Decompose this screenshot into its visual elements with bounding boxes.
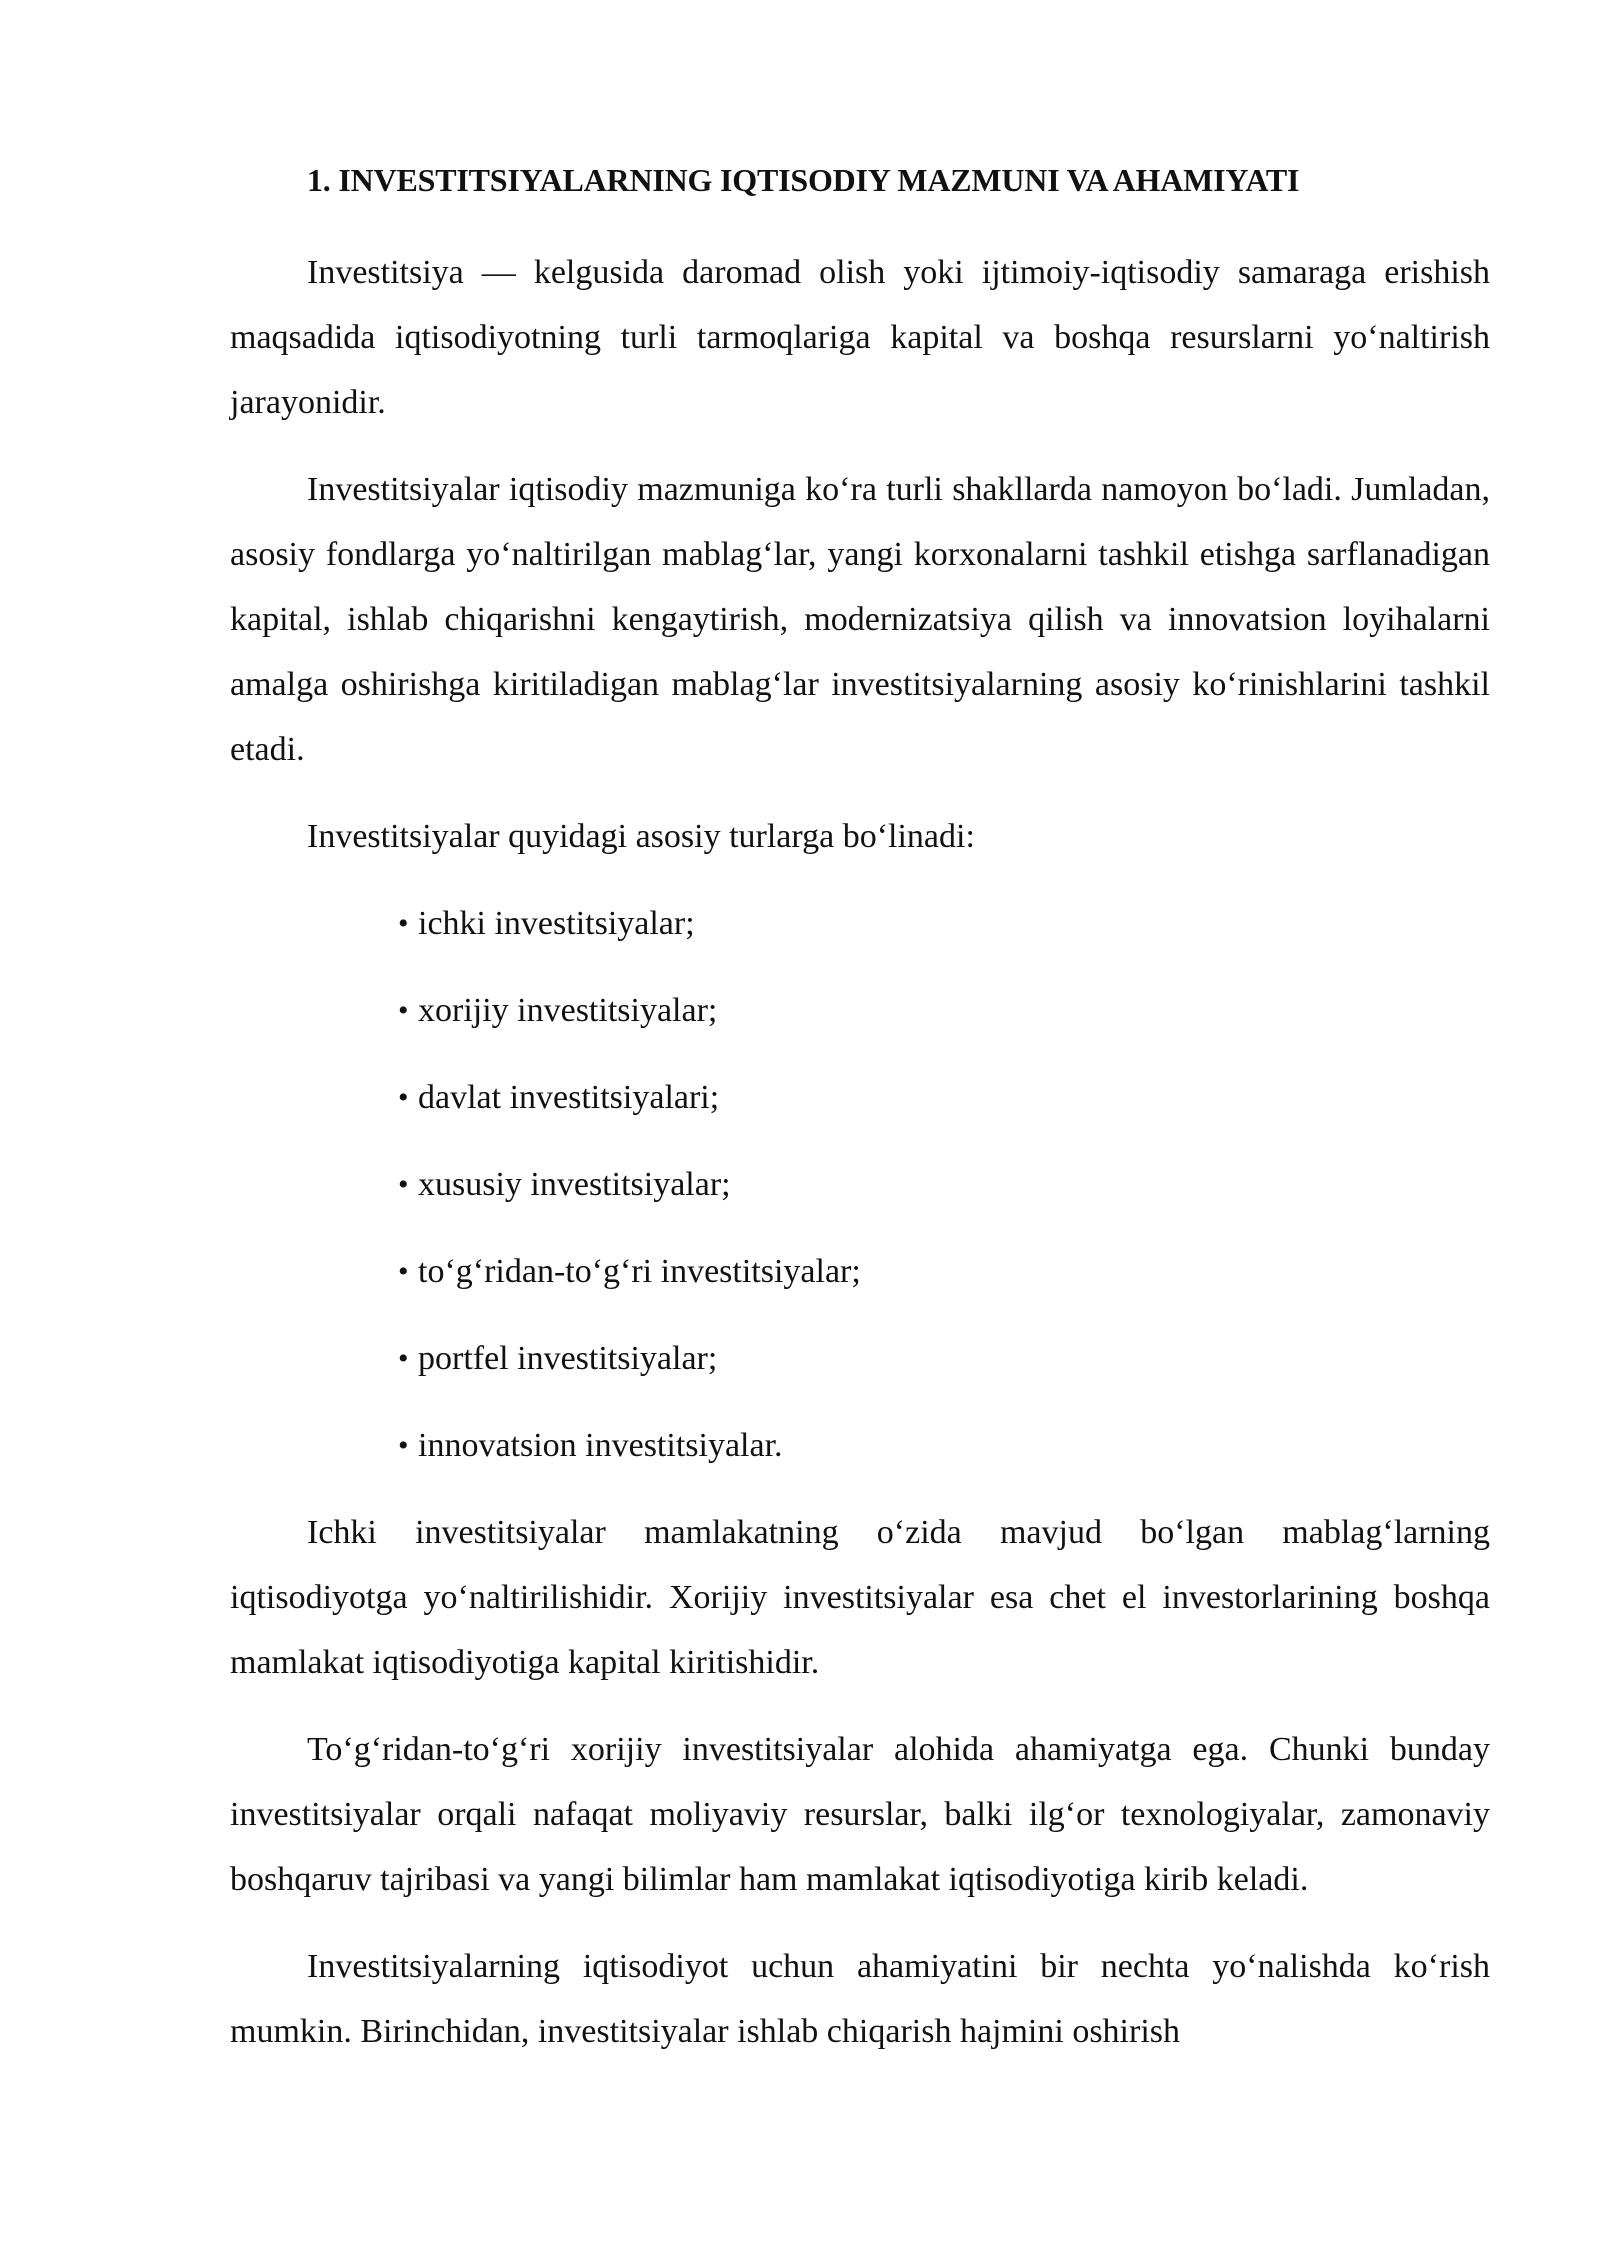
bullet-icon: • (398, 1255, 409, 1288)
list-item (398, 978, 1490, 1043)
list-item-text: portfel investitsiyalar; (418, 1340, 718, 1377)
list-item (398, 1065, 1490, 1130)
bullet-icon: • (398, 994, 409, 1027)
list-item-text: xorijiy investitsiyalar; (418, 992, 718, 1029)
bullet-icon: • (398, 907, 409, 940)
document-page (230, 150, 1490, 2086)
investment-types-list (230, 891, 1490, 1478)
list-item (398, 891, 1490, 956)
paragraph-forms: Investitsiyalar iqtisodiy mazmuniga ko‘ra turli shakllarda namoyon bo‘ladi. Jumladan, asosiy fondlarga yo‘naltirilgan mablag‘lar, yangi korxonalarni tashkil etishga sarflanadigan kapital, ishlab chiqarishni kengaytirish, modernizatsiya qilish va innovatsion loyihalarni amalga oshirishga kiritiladigan mablag‘lar investitsiyalarning asosiy ko‘rinishlarini tashkil etadi. (230, 471, 1490, 768)
bullet-icon: • (398, 1342, 409, 1375)
list-item-text: to‘g‘ridan-to‘g‘ri investitsiyalar; (418, 1253, 861, 1290)
paragraph-internal-foreign: Ichki investitsiyalar mamlakatning o‘zida mavjud bo‘lgan mablag‘larning iqtisodiyotga yo‘naltirilishidir. Xorijiy investitsiyalar esa chet el investorlarining boshqa mamlakat iqtisodiyotiga kapital kiritishidir. (230, 1514, 1490, 1681)
paragraph-definition: Investitsiya — kelgusida daromad olish yoki ijtimoiy-iqtisodiy samaraga erishish maqsadida iqtisodiyotning turli tarmoqlariga kapital va boshqa resurslarni yo‘naltirish jarayonidir. (230, 254, 1490, 421)
bullet-icon: • (398, 1081, 409, 1114)
list-item (398, 1152, 1490, 1217)
paragraph-direct-investment: To‘g‘ridan-to‘g‘ri xorijiy investitsiyalar alohida ahamiyatga ega. Chunki bunday investitsiyalar orqali nafaqat moliyaviy resurslar, balki ilg‘or texnologiyalar, zamonaviy boshqaruv tajribasi va yangi bilimlar ham mamlakat iqtisodiyotiga kirib keladi. (230, 1731, 1490, 1898)
list-item (398, 1413, 1490, 1478)
section-heading: 1. INVESTITSIYALARNING IQTISODIY MAZMUNI VA AHAMIYATI (307, 162, 1300, 198)
list-item-text: davlat investitsiyalari; (418, 1079, 720, 1116)
paragraph-importance: Investitsiyalarning iqtisodiyot uchun ahamiyatini bir nechta yo‘nalishda ko‘rish mumkin. Birinchidan, investitsiyalar ishlab chiqarish hajmini oshirish (230, 1948, 1490, 2050)
list-item (398, 1239, 1490, 1304)
list-item-text: innovatsion investitsiyalar. (418, 1427, 783, 1464)
bullet-icon: • (398, 1168, 409, 1201)
list-item (398, 1326, 1490, 1391)
list-item-text: ichki investitsiyalar; (418, 905, 695, 942)
list-intro: Investitsiyalar quyidagi asosiy turlarga bo‘linadi: (307, 818, 975, 855)
list-item-text: xususiy investitsiyalar; (418, 1166, 731, 1203)
bullet-icon: • (398, 1429, 409, 1462)
